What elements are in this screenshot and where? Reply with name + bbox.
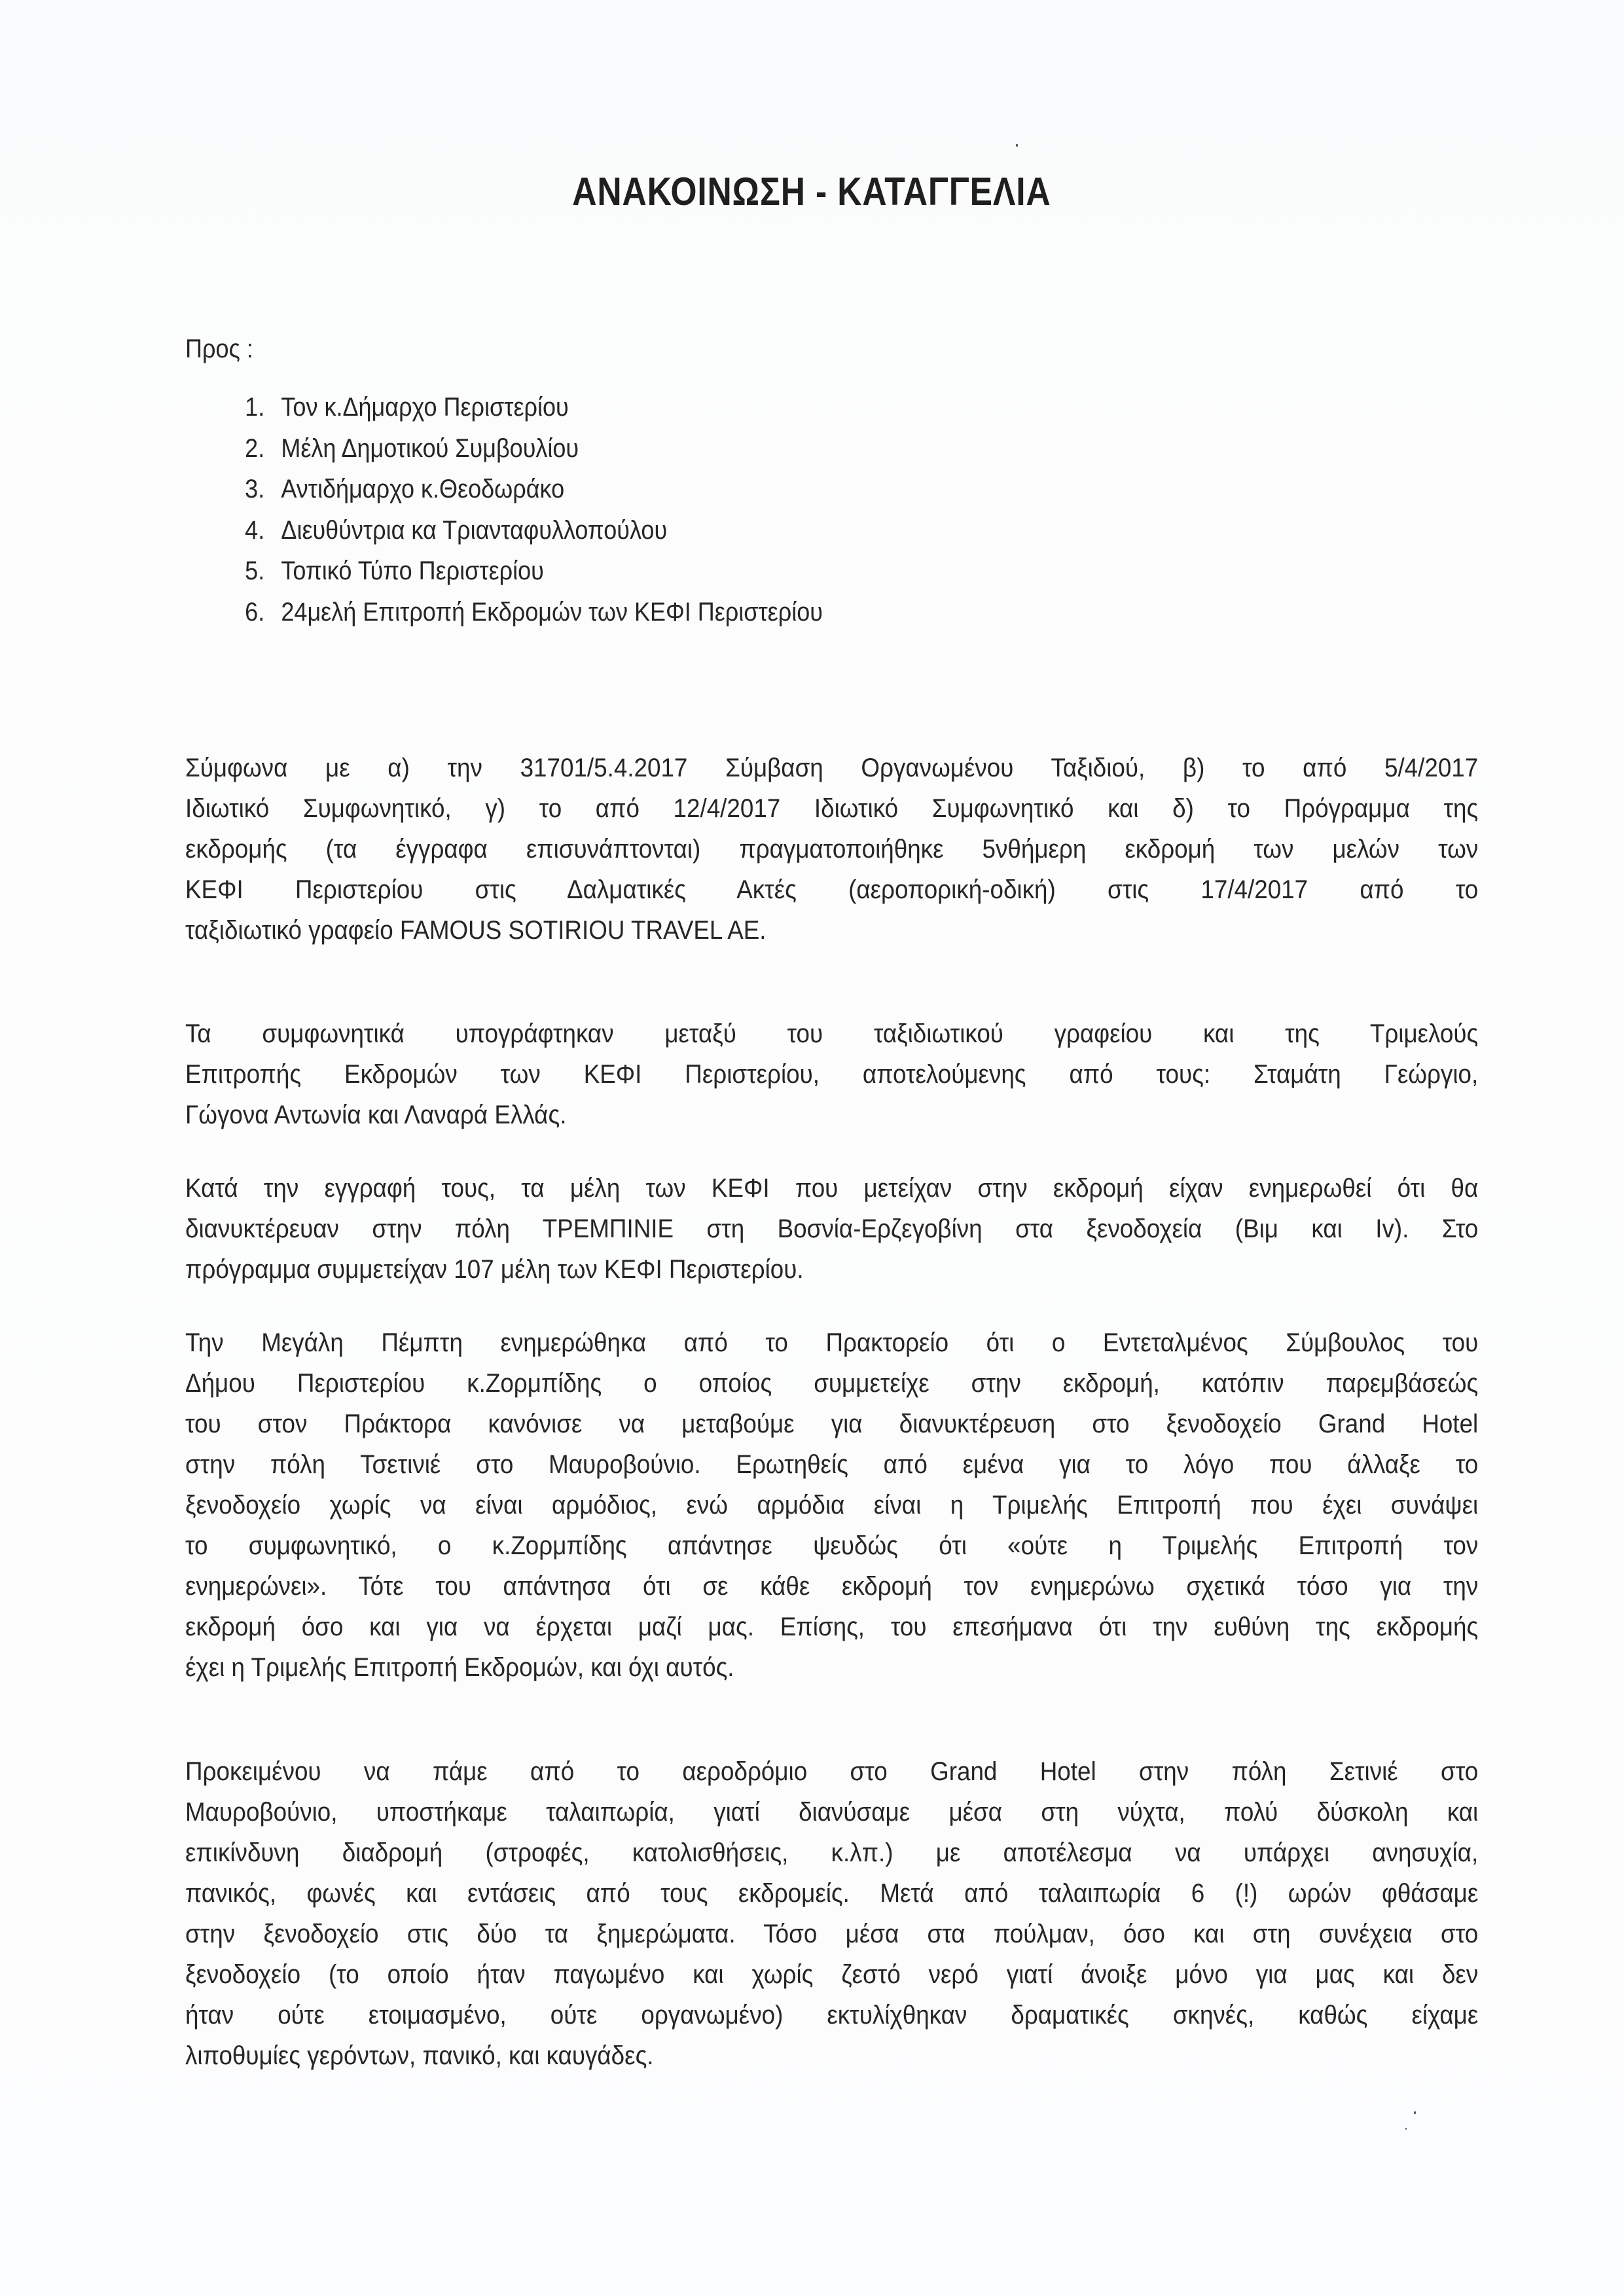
recipient-item bbox=[213, 430, 823, 471]
paragraph-line: Επιτροπής Εκδρομών των ΚΕΦΙ Περιστερίου, αποτελούμενης από τους: Σταμάτη Γεώργιο, bbox=[185, 1060, 1479, 1089]
recipient-text: Αντιδήμαρχο κ.Θεοδωράκο bbox=[281, 475, 565, 503]
recipient-number: 6. bbox=[245, 597, 265, 627]
paragraph-line: πρόγραμμα συμμετείχαν 107 μέλη των ΚΕΦΙ Περιστερίου. bbox=[185, 1255, 804, 1284]
recipient-item bbox=[213, 389, 823, 430]
paragraph-registration bbox=[185, 1168, 1478, 1290]
paragraph-line: ξενοδοχείο χωρίς να είναι αρμόδιος, ενώ αρμόδια είναι η Τριμελής Επιτροπή που έχει συνάψει bbox=[185, 1491, 1479, 1520]
paragraph-line: Κατά την εγγραφή τους, τα μέλη των ΚΕΦΙ που μετείχαν στην εκδρομή είχαν ενημερωθεί ότι θα bbox=[185, 1174, 1479, 1203]
paragraph-line: έχει η Τριμελής Επιτροπή Εκδρομών, και όχι αυτός. bbox=[185, 1653, 734, 1682]
paragraph-line: Ιδιωτικό Συμφωνητικό, γ) το από 12/4/2017 Ιδιωτικό Συμφωνητικό και δ) το Πρόγραμμα της bbox=[185, 794, 1479, 823]
paragraph-line: ξενοδοχείο (το οποίο ήταν παγωμένο και χωρίς ζεστό νερό γιατί άνοιξε μόνο για μας και δεν bbox=[185, 1960, 1479, 1989]
recipient-text: Μέλη Δημοτικού Συμβουλίου bbox=[281, 433, 579, 463]
paragraph-line: διανυκτέρευαν στην πόλη ΤΡΕΜΠΙΝΙΕ στη Βοσνία-Ερζεγοβίνη στα ξενοδοχεία (Βιμ και Ιv). Στο bbox=[185, 1214, 1479, 1243]
scan-speck bbox=[1016, 144, 1018, 147]
recipient-item bbox=[213, 594, 823, 635]
recipient-number: 2. bbox=[245, 433, 265, 463]
paragraph-line: Τα συμφωνητικά υπογράφτηκαν μεταξύ του ταξιδιωτικού γραφείου και της Τριμελούς bbox=[185, 1019, 1479, 1048]
paragraph-line: επικίνδυνη διαδρομή (στροφές, κατολισθήσεις, κ.λπ.) με αποτέλεσμα να υπάρχει ανησυχία, bbox=[185, 1838, 1479, 1867]
recipient-text: 24μελή Επιτροπή Εκδρομών των ΚΕΦΙ Περιστερίου bbox=[281, 597, 823, 627]
recipients-label: Προς : bbox=[185, 335, 253, 363]
paragraph-hotel-change bbox=[185, 1322, 1478, 1688]
recipient-item bbox=[213, 471, 823, 512]
paragraph-line: Την Μεγάλη Πέμπτη ενημερώθηκα από το Πρακτορείο ότι ο Εντεταλμένος Σύμβουλος του bbox=[185, 1328, 1479, 1357]
recipient-text: Τον κ.Δήμαρχο Περιστερίου bbox=[281, 393, 569, 422]
paragraph-line: ΚΕΦΙ Περιστερίου στις Δαλματικές Ακτές (αεροπορική-οδική) στις 17/4/2017 από το bbox=[185, 875, 1479, 904]
paragraph-journey bbox=[185, 1751, 1478, 2076]
paragraph-line: πανικός, φωνές και εντάσεις από τους εκδρομείς. Μετά από ταλαιπωρία 6 (!) ωρών φθάσαμε bbox=[185, 1879, 1479, 1908]
paragraph-line: εκδρομή όσο και για να έρχεται μαζί μας. Επίσης, του επεσήμανα ότι την ευθύνη της εκδρομής bbox=[185, 1613, 1479, 1641]
paragraph-line: ήταν ούτε ετοιμασμένο, ούτε οργανωμένο) εκτυλίχθηκαν δραματικές σκηνές, καθώς είχαμε bbox=[185, 2001, 1479, 2030]
paragraph-line: ενημερώνει». Τότε του απάντησα ότι σε κάθε εκδρομή τον ενημερώνω σχετικά τόσο για την bbox=[185, 1572, 1479, 1601]
paragraph-line: στην ξενοδοχείο στις δύο τα ξημερώματα. Τόσο μέσα στα πούλμαν, όσο και στη συνέχεια στο bbox=[185, 1920, 1479, 1948]
paragraph-line: εκδρομής (τα έγγραφα επισυνάπτονται) πραγματοποιήθηκε 5νθήμερη εκδρομή των μελών των bbox=[185, 835, 1479, 864]
paragraph-line: Σύμφωνα με α) την 31701/5.4.2017 Σύμβαση Οργανωμένου Ταξιδιού, β) το από 5/4/2017 bbox=[185, 754, 1479, 782]
paragraph-line: στην πόλη Τσετινιέ στο Μαυροβούνιο. Ερωτηθείς από εμένα για το λόγο που άλλαξε το bbox=[185, 1450, 1479, 1479]
paragraph-line: Μαυροβούνιο, υποστήκαμε ταλαιπωρία, γιατί διανύσαμε μέσα στη νύχτα, πολύ δύσκολη και bbox=[185, 1798, 1479, 1827]
recipient-number: 3. bbox=[245, 475, 265, 503]
paragraph-line: του στον Πράκτορα κανόνισε να μεταβούμε για διανυκτέρευση στο ξενοδοχείο Grand Hotel bbox=[185, 1410, 1479, 1438]
recipient-text: Τοπικό Τύπο Περιστερίου bbox=[281, 556, 544, 585]
recipients-list bbox=[213, 389, 890, 634]
paragraph-line: ταξιδιωτικό γραφείο FAMOUS SOTIRIOU TRAVEL AE. bbox=[185, 916, 767, 945]
paragraph-line: το συμφωνητικό, ο κ.Ζορμπίδης απάντησε ψευδώς ότι «ούτε η Τριμελής Επιτροπή τον bbox=[185, 1531, 1479, 1560]
paragraph-agreements bbox=[185, 748, 1478, 951]
recipient-text: Διευθύντρια κα Τριανταφυλλοπούλου bbox=[281, 515, 668, 545]
scan-speck bbox=[1414, 2111, 1416, 2114]
paragraph-line: λιποθυμίες γερόντων, πανικό, και καυγάδες. bbox=[185, 2041, 654, 2070]
recipient-number: 4. bbox=[245, 515, 265, 545]
paragraph-line: Δήμου Περιστερίου κ.Ζορμπίδης ο οποίος συμμετείχε στην εκδρομή, κατόπιν παρεμβάσεώς bbox=[185, 1369, 1479, 1398]
recipient-number: 5. bbox=[245, 556, 265, 585]
recipient-item bbox=[213, 512, 823, 553]
paragraph-line: Γώγονα Αντωνία και Λαναρά Ελλάς. bbox=[185, 1101, 567, 1129]
paragraph-line: Προκειμένου να πάμε από το αεροδρόμιο στο Grand Hotel στην πόλη Σετινιέ στο bbox=[185, 1757, 1479, 1786]
recipient-number: 1. bbox=[245, 393, 265, 422]
document-title: ΑΝΑΚΟΙΝΩΣΗ - ΚΑΤΑΓΓΕΛΙΑ bbox=[572, 170, 1051, 213]
paragraph-signatories bbox=[185, 1013, 1478, 1135]
recipient-item bbox=[213, 553, 823, 594]
scan-speck bbox=[1405, 2128, 1407, 2130]
